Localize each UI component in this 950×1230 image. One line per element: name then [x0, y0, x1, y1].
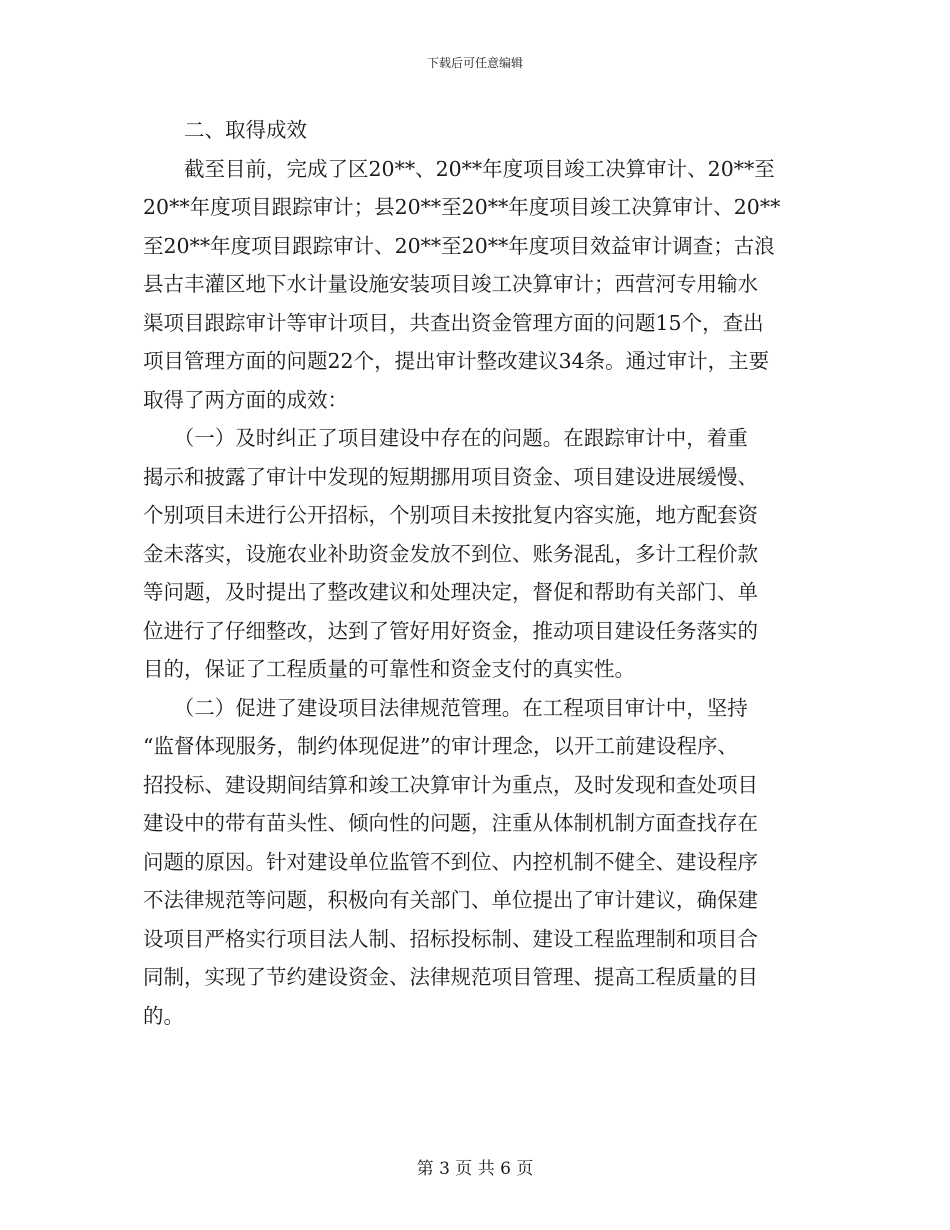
text-line: 20**年度项目跟踪审计；县20**至20**年度项目竣工决算审计、20** [143, 195, 781, 219]
text-line: 招投标、建设期间结算和竣工决算审计为重点，及时发现和查处项目 [143, 772, 758, 797]
text-line: 设项目严格实行项目法人制、招标投标制、建设工程监理制和项目合 [143, 926, 758, 951]
text-line: 问题的原因。针对建设单位监管不到位、内控机制不健全、建设程序 [143, 849, 758, 874]
page-header-note: 下载后可任意编辑 [426, 56, 523, 70]
text-line: （一）及时纠正了项目建设中存在的问题。在跟踪审计中，着重 [143, 426, 748, 450]
text-line: 二、取得成效 [143, 118, 307, 142]
text-line: 项目管理方面的问题22个，提出审计整改建议34条。通过审计，主要 [143, 349, 770, 373]
text-line: 不法律规范等问题，积极向有关部门、单位提出了审计建议，确保建 [143, 888, 758, 912]
text-line: 建设中的带有苗头性、倾向性的问题，注重从体制机制方面查找存在 [143, 811, 758, 835]
text-line: 同制，实现了节约建设资金、法律规范项目管理、提高工程质量的目 [143, 965, 758, 989]
text-line: 至20**年度项目跟踪审计、20**至20**年度项目效益审计调查；古浪 [143, 233, 775, 258]
text-line: 等问题，及时提出了整改建议和处理决定，督促和帮助有关部门、单 [143, 580, 758, 604]
text-line: 个别项目未进行公开招标，个别项目未按批复内容实施，地方配套资 [143, 503, 758, 527]
text-line: 的。 [143, 1003, 184, 1028]
text-line: 目的，保证了工程质量的可靠性和资金支付的真实性。 [143, 657, 635, 681]
text-line: （二）促进了建设项目法律规范管理。在工程项目审计中，坚持 [143, 695, 748, 720]
document-body [143, 111, 811, 1035]
text-line: 县古丰灌区地下水计量设施安装项目竣工决算审计；西营河专用输水 [143, 272, 758, 296]
text-line: 截至目前，完成了区20**、20**年度项目竣工决算审计、20**至 [143, 156, 775, 181]
page-number-footer: 第 3 页 共 6 页 [416, 1159, 534, 1179]
text-line: 揭示和披露了审计中发现的短期挪用项目资金、项目建设进展缓慢、 [143, 464, 758, 489]
text-line: 金未落实，设施农业补助资金发放不到位、账务混乱，多计工程价款 [143, 541, 758, 566]
text-line: 取得了两方面的成效： [143, 387, 348, 412]
text-line: 渠项目跟踪审计等审计项目，共查出资金管理方面的问题15个，查出 [143, 310, 764, 335]
text-line: 位进行了仔细整改，达到了管好用好资金，推动项目建设任务落实的 [143, 618, 758, 643]
text-line: “监督体现服务，制约体现促进”的审计理念，以开工前建设程序、 [143, 734, 738, 758]
